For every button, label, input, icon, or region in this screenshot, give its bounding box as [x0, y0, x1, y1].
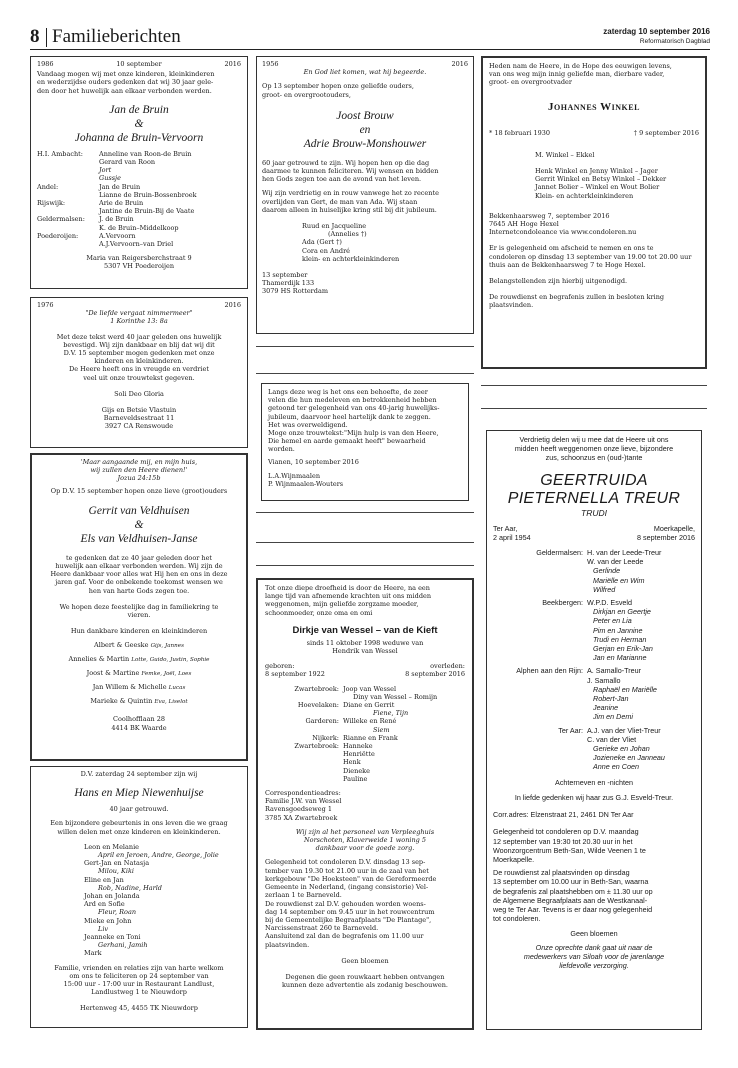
year-end: 2016: [224, 301, 241, 309]
address: Coolhofflaan 28 4414 BK Waarde: [111, 715, 167, 732]
intro-text: Op D.V. 15 september hopen onze lieve (groot)ouders: [50, 486, 228, 495]
ad-jubilee-niewenhuijse: [30, 766, 248, 1028]
condolence-text: Gelegenheid tot condoleren op D.V. maandag 12 september van 19:30 tot 20.30 uur in het Woonzorgcentrum Beth-San, Wilde Veenen 1 te Moerkapelle.: [493, 827, 646, 864]
address: Maria van Reigersberchstraat 9 5307 VH Poederoijen: [86, 254, 192, 271]
deceased-name-2: PIETERNELLA TREUR: [507, 489, 681, 507]
thanks-line: Hun dankbare kinderen en kleinkinderen: [70, 627, 208, 636]
kids-list: Albert & Geeske Gijs, Jannes Annelies & Martin Lotte, Guido, Justin, Sophie Joost & Martine Femke, Joël, Loes Jan Willem & Michelle Lucas Marieke & Quintin Eva, Liselot: [68, 641, 210, 706]
funeral-text: De rouwdienst en begrafenis zullen in besloten kring plaatsvinden.: [489, 293, 665, 310]
family-list: H.I. Ambacht: Anneline van Roon-de Bruin Gerard van Roon Jort Gussje Andel: Jan de Bruin Lianne de Bruin-Bossenbroek Rijswijk: Arie de Bruin Jantine de Bruin-Bij de Vaate Geldermalsen: J. de Bruin K. de Bruin–Middelkoop Poederoijen: A.Vervoorn A.J.Vervoorn–van Driel: [37, 149, 197, 249]
body-text: Langs deze weg is het ons een behoefte, de zeer velen die hun medeleven en betrokkenheid hebben getoond ter gelegenheid van ons 40-jarig huwelijks- jubileum, daarvoor heel hartelijk dank te zeggen. Het was overweldigend. Moge onze trouwtekst:"Mijn hulp is van den Heere, Die hemel en aarde gemaakt heeft" bewaarheid worden.: [268, 388, 440, 454]
intro-text: D.V. zaterdag 24 september zijn wij: [80, 770, 198, 778]
ampersand: &: [134, 518, 144, 531]
invitation: Familie, vrienden en relaties zijn van harte welkom om ons te feliciteren op 24 september van 15:00 uur - 17:00 uur in Restaurant Landlust, Landlustweg 1 te Nieuwdorp: [54, 963, 224, 997]
ad-jubilee-brouw: [256, 56, 474, 334]
address: Bekkenhaarsweg 7, september 2016 7645 AH Hoge Hexel Internetcondoleance via www.condoleren.nu: [489, 211, 637, 237]
place-date: Vianen, 10 september 2016: [268, 457, 359, 466]
body-text: Een bijzondere gebeurtenis in ons leven die we graag willen delen met onze kinderen en kleinkinderen.: [50, 819, 228, 836]
jubilee-date: 10 september: [116, 60, 162, 68]
verse: "De liefde vergaat nimmermeer" 1 Korinthe 13: 8a: [85, 309, 193, 326]
ad-obituary-winkel: [481, 56, 707, 369]
widow-text: sinds 11 oktober 1998 weduwe van Hendrik van Wessel: [306, 638, 424, 656]
family-list: Geldermalsen: H. van der Leede-Treur W. van der Leede Gerlinde Mariëlle en Wim Wilfred Beekbergen: W.P.D. Esveld Dirkjan en Geertje Peter en Lia Pim en Jannine Trudi en Herman Gerjan en Erik-Jan Jan en Marianne Alphen aan den Rijn: A. Samallo-Treur J. Samallo Raphaël en Mariëlle Robert-Jan Jeanine Jim en Demi Ter Aar: A.J. van der Vliet-Treur C. van der Vliet Gerieke en Johan Jozieneke en Janneau Anne en Coen: [516, 548, 665, 772]
dates: geboren: 8 september 1922 overleden: 8 september 2016: [265, 662, 465, 679]
page-header: [30, 26, 710, 48]
condolence-text: Gelegenheid tot condoleren D.V. dinsdag 13 sep- tember van 19.30 tot 21.00 uur in de zaal van het kerkgebouw "De Hoeksteen" van de Gereformeerde Gemeente in Nederland, (ingang consistorie) Vel- zerlaan 1 te Barneveld. De rouwdienst zal D.V. gehouden worden woens- dag 14 september om 9.45 uur in het rouwcentrum bij de Gemeentelijke Begraafplaats "De Plantage", Narcissenstraat 260 te Barneveld. Aansluitend zal dan de begrafenis om 11.00 uur plaatsvinden.: [265, 858, 437, 949]
care-thanks: Wij zijn al het personeel van Verpleeghuis Norschoten, Klaverweide 1 woning 5 dankbaar voor de goede zorg.: [295, 827, 435, 853]
ampersand: en: [359, 123, 371, 136]
couple-name: Hans en Miep Niewenhuijse: [74, 787, 204, 800]
column-divider: [256, 512, 474, 513]
life-dates: * 18 februari 1930 † 9 september 2016: [489, 128, 699, 137]
intro-text: Vandaag mogen wij met onze kinderen, kleinkinderen en wederzijdse ouders gedenken dat wij 30 jaar gele- den door het huwelijk aan elkaar verbonden werden.: [37, 70, 215, 95]
ad-jubilee-van-veldhuisen: [30, 453, 248, 761]
intro-text: Tot onze diepe droefheid is door de Heere, na een lange tijd van afnemende krachten uit ons midden weggenomen, mijn geliefde zorgzame moeder, schoonmoeder, onze oma en omi: [265, 584, 432, 617]
nephews-nieces: Achterneven en -nichten: [555, 777, 633, 787]
intro-text: Op 13 september hopen onze geliefde ouders, groot- en overgrootouders,: [262, 82, 414, 99]
funeral-text: De rouwdienst zal plaatsvinden op dinsdag 13 september om 10.00 uur in Beth-San, waarna de begrafenis zal plaatshebben om ± 11.30 uur op de Algemene Begraafplaats aan de Westkanaal- weg te Ter Aar. Tevens is er daar nog gelegenheid tot condoleren.: [493, 868, 653, 924]
intro-text: Heden nam de Heere, in de Hope des eeuwigen levens, van ons weg mijn innig geliefde man, dierbare vader, groot- en overgrootvader: [489, 62, 672, 87]
column-divider: [481, 385, 707, 386]
no-flowers: Geen bloemen: [341, 956, 389, 965]
section-title: Familieberichten: [52, 26, 181, 47]
column-divider: [256, 565, 474, 566]
couple-name-2: Els van Veldhuisen-Janse: [80, 532, 198, 545]
ad-jubilee-de-bruin: [30, 56, 248, 289]
ad-jubilee-vlastuin: [30, 297, 248, 448]
year-end: 2016: [451, 60, 468, 68]
body-text: Met deze tekst werd 40 jaar geleden ons huwelijk bevestigd. Wij zijn dankbaar en blij dat wij dit D.V. 15 september mogen gedenken met onze kinderen en kleinkinderen. De Heere heeft ons in vreugde en verdriet veel uit onze trouwtekst gegeven.: [56, 332, 222, 382]
life-dates: Ter Aar, 2 april 1954 Moerkapelle, 8 september 2016: [493, 523, 695, 542]
deceased-name: Dirkje van Wessel – van de Kieft: [292, 624, 438, 636]
newspaper-name: Reformatorisch Dagblad: [639, 38, 710, 45]
column-divider: [481, 408, 707, 409]
correspondence: Correspondentieadres: Familie J.W. van Wessel Ravensgoedseweg 1 3785 XA Zwartebroek: [265, 789, 342, 822]
header-divider: [46, 28, 47, 47]
year-start: 1986: [37, 60, 54, 68]
no-flowers: Geen bloemen: [570, 929, 618, 939]
condolence-text: Er is gelegenheid om afscheid te nemen en ons te condoleren op dinsdag 13 september van 19.00 tot 20.00 uur thuis aan de Bekkenhaarsweg 7 te Hoge Hexel.: [489, 244, 692, 269]
column-divider: [256, 346, 474, 347]
deceased-name-1: GEERTRUIDA: [540, 471, 648, 489]
couple-name-1: Joost Brouw: [336, 109, 394, 122]
married-years: 40 jaar getrouwd.: [109, 805, 169, 814]
address: Hertenweg 45, 4455 TK Nieuwdorp: [80, 1004, 198, 1013]
body-text: 60 jaar getrouwd te zijn. Wij hopen hen op die dag daarmee te kunnen feliciteren. Wij wensen en bidden hen Gods zegen toe aan de avond van het leven.: [262, 158, 439, 184]
family-list: Zwartebroek: Joop van Wessel Diny van Wessel – Romijn Hoevelaken: Diane en Gerrit Fiene, Tijn Garderen: Willeke en René Siem Nijkerk: Rianne en Frank Zwartebroek: Hanneke Henriëtte Henk Dieneke Pauline: [294, 684, 438, 783]
ad-obituary-van-wessel: [256, 578, 474, 1030]
verse: 'Maar aangaande mij, en mijn huis, wij zullen den Heere dienen!' Jozua 24:15b: [80, 458, 198, 483]
year-end: 2016: [224, 60, 241, 68]
address: 13 september Thamerdijk 133 3079 HS Rotterdam: [262, 271, 328, 296]
issue-date: zaterdag 10 september 2016: [603, 27, 710, 36]
kids-list: Leon en Melanie April en Jeroen, Andre, George, Jolie Gert-Jan en Natasja Milou, Kiki Eline en Jan Rob, Nadine, Harld Johan en Jolanda Ard en Sofie Fleur, Roan Mieke en John Liv Jeanneke en Toni Gerhani, Jamih Mark: [84, 842, 219, 958]
correspondence: Corr.adres: Elzenstraat 21, 2461 DN Ter Aar: [493, 810, 634, 820]
celebration-text: We hopen deze feestelijke dag in familiekring te vieren.: [59, 602, 219, 620]
signature: Gijs en Betsie Vlastuin Barneveldsestraat 11 3927 CA Renswoude: [101, 406, 177, 431]
column-divider: [256, 542, 474, 543]
intro-text: Verdrietig delen wij u mee dat de Heere uit ons midden heeft weggenomen onze lieve, bijzondere zus, schoonzus en (oud-)tante: [514, 435, 674, 463]
closing-text: Degenen die geen rouwkaart hebben ontvangen kunnen deze advertentie als zodanig beschouwen.: [281, 972, 448, 990]
ad-obituary-treur: [486, 430, 702, 1030]
signature: L.A.Wijnmaalen P. Wijnmaalen-Wouters: [268, 471, 344, 489]
closing-thanks: Onze oprechte dank gaat uit naar de medewerkers van Siloah voor de jarenlange liefdevolle verzorging.: [523, 942, 665, 970]
ad-thanks-wijnmaalen: [261, 383, 469, 501]
soli-deo-gloria: Soli Deo Gloria: [114, 389, 164, 398]
year-start: 1976: [37, 301, 54, 309]
kids-list: Ruud en Jacqueline (Annelies †) Ada (Gert †) Cora en André klein- en achterkleinkinderen: [302, 222, 400, 263]
couple-name-2: Johanna de Bruin-Vervoorn: [74, 131, 204, 144]
ampersand: &: [134, 117, 144, 130]
header-rule: [30, 49, 710, 50]
deceased-name: Johannes Winkel: [548, 100, 640, 113]
family-list: M. Winkel – Ekkel Henk Winkel en Jenny Winkel – Jager Gerrit Winkel en Betsy Winkel – Dekker Jannet Bolier – Winkel en Wout Bolier Klein- en achterkleinkinderen: [535, 150, 667, 200]
column-divider: [256, 373, 474, 374]
couple-name-2: Adrie Brouw-Monshouwer: [303, 137, 427, 150]
page-number: 8: [30, 26, 40, 47]
year-start: 1956: [262, 60, 279, 68]
invitation: Belangstellenden zijn hierbij uitgenodigd.: [489, 277, 628, 286]
mourning-text: Wij zijn verdrietig en in rouw vanwege het zo recente overlijden van Gert, de man van Ada. Wij staan daarom alleen in huiselijke kring stil bij dit jubileum.: [262, 189, 439, 214]
body-text: te gedenken dat ze 40 jaar geleden door het huwelijk aan elkaar verbonden werden. Wij zijn de Heere dankbaar voor alles wat Hij hen en ons in deze jaren gaf. Voor de onbekende toekomst wensen we hen van harte Gods zegen toe.: [50, 553, 228, 595]
memory-line: In liefde gedenken wij haar zus G.J. Esveld-Treur.: [514, 792, 674, 802]
couple-name-1: Gerrit van Veldhuisen: [88, 504, 190, 517]
verse: En God liet komen, wat hij begeerde.: [303, 68, 427, 77]
couple-name-1: Jan de Bruin: [109, 103, 169, 116]
nickname: TRUDI: [581, 507, 607, 518]
